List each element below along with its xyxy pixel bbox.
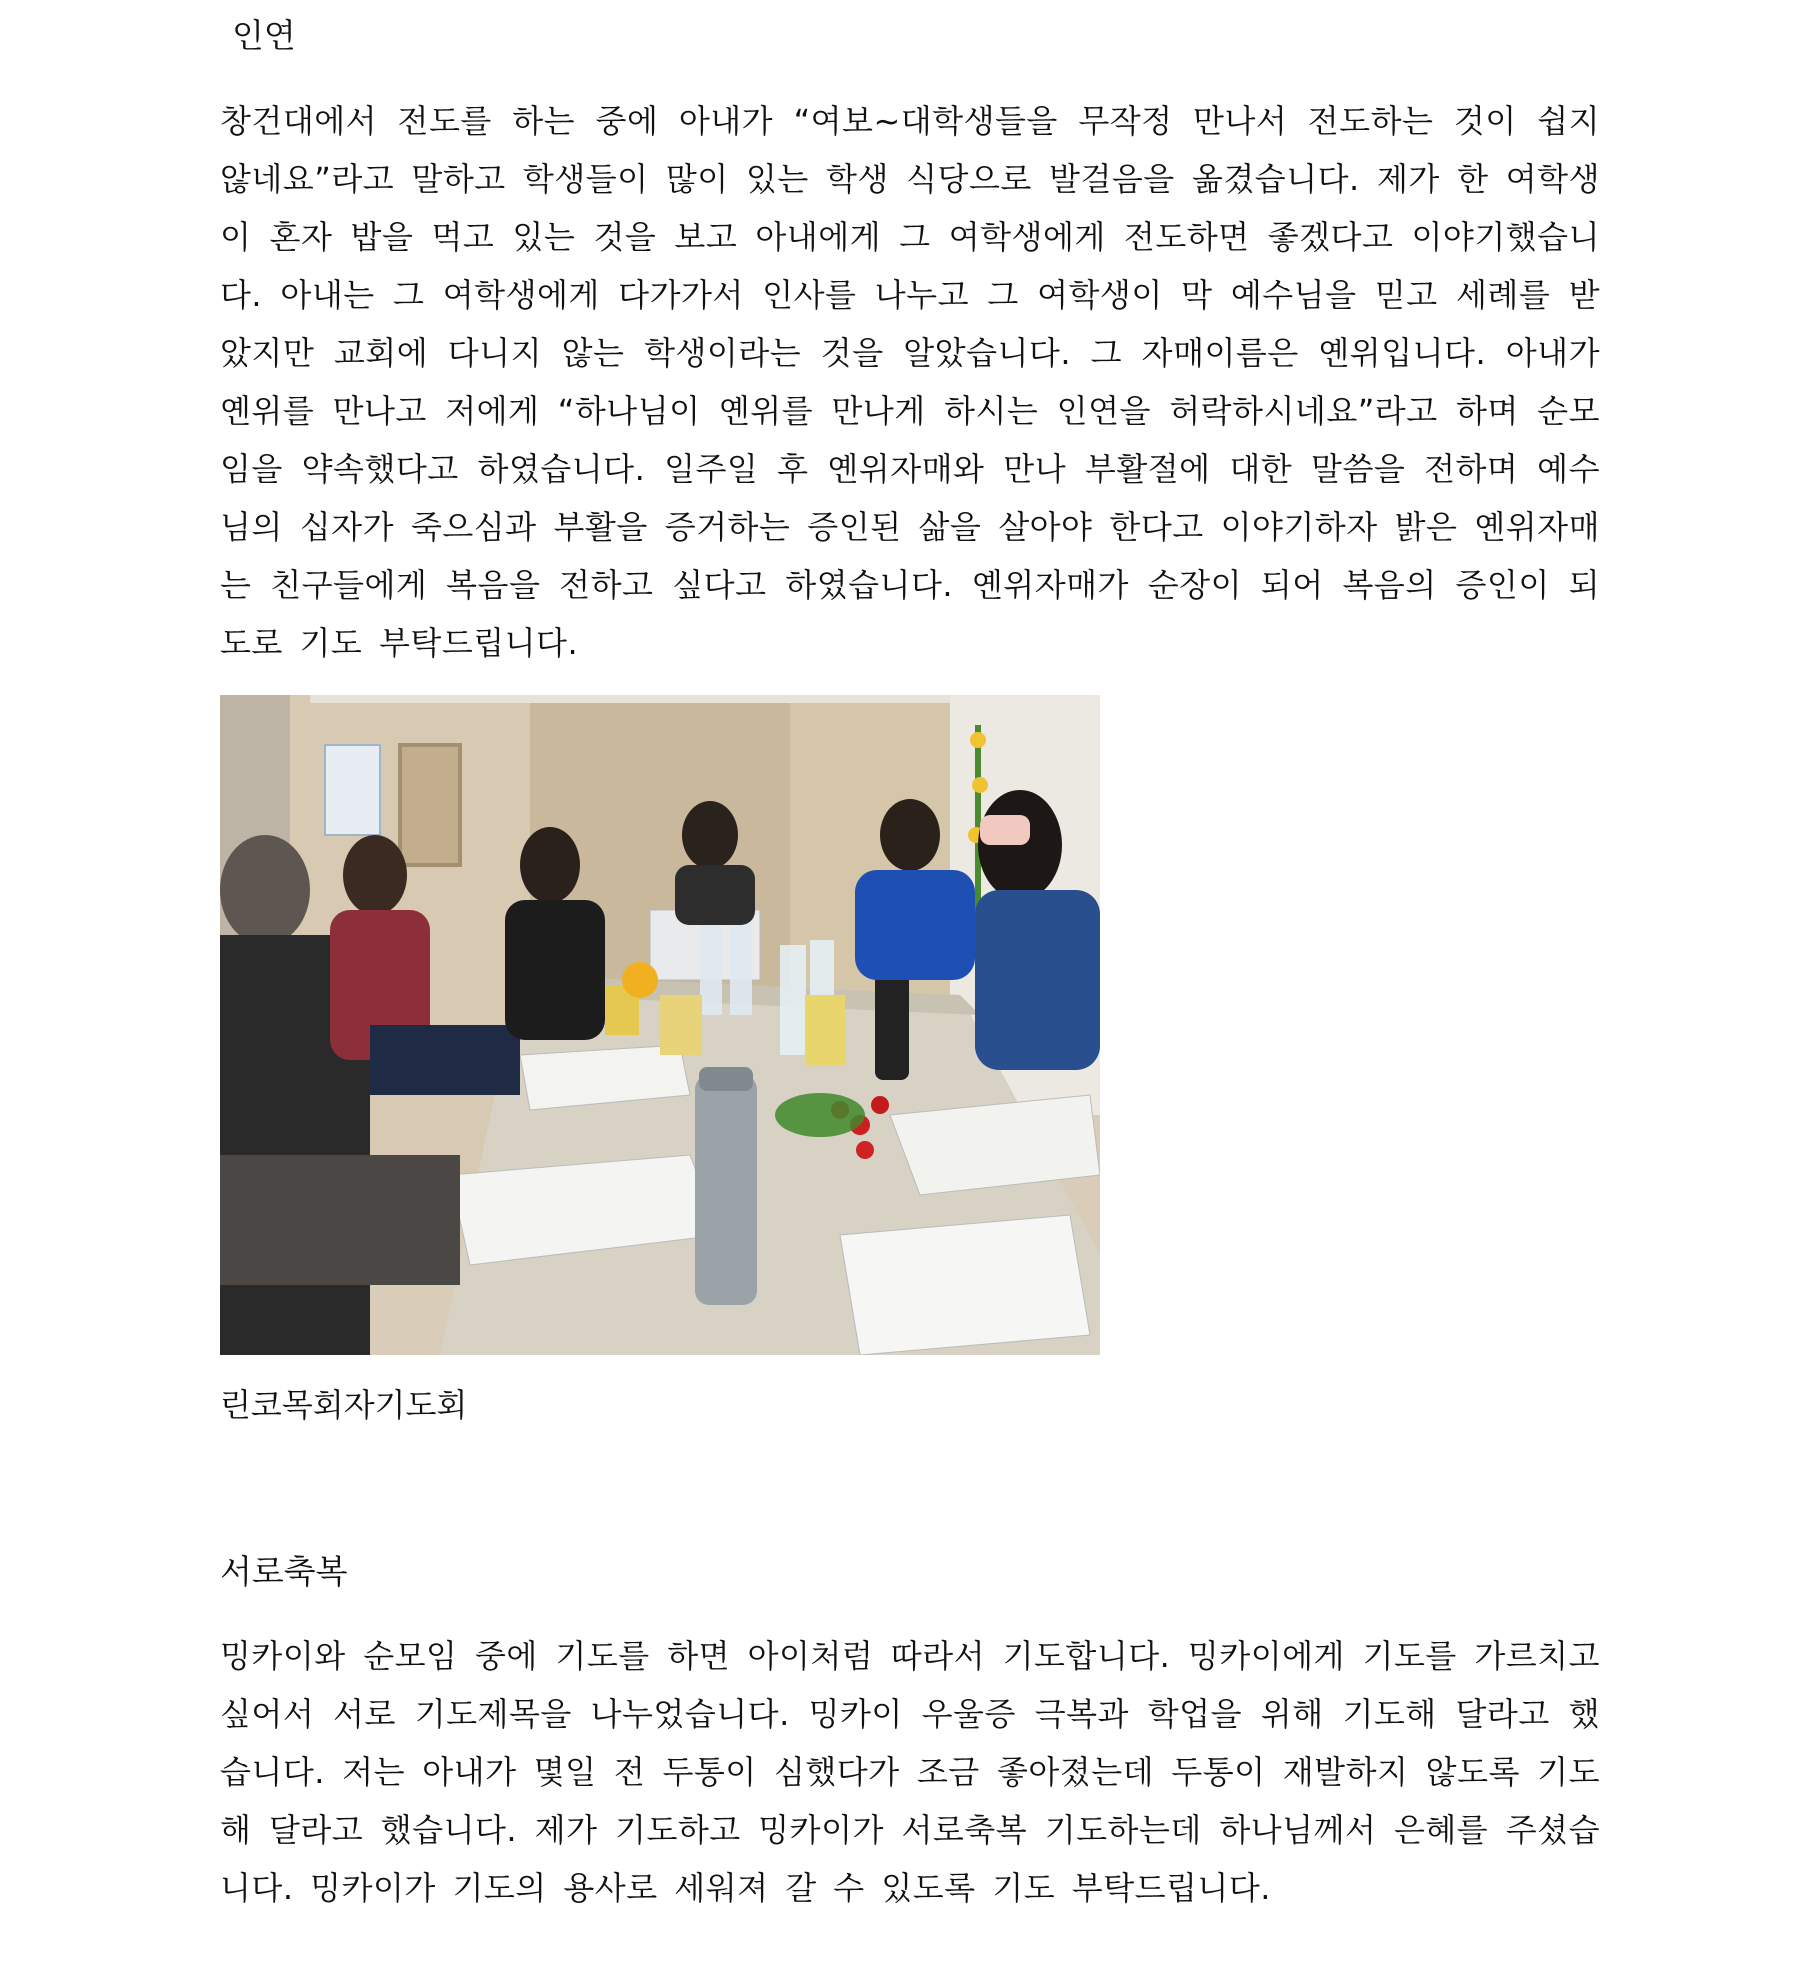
photo-illustration <box>220 695 1100 1355</box>
paragraph-blessing: 밍카이와 순모임 중에 기도를 하면 아이처럼 따라서 기도합니다. 밍카이에게 기도를 가르치고 싶어서 서로 기도제목을 나누었습니다. 밍카이 우울증 극복과 학업을 위해 기도해 달라고 했습니다. 저는 아내가 몇일 전 두통이 심했다가 조금 좋아졌는데 두통이 재발하지 않도록 기도해 달라고 했습니다. 제가 기도하고 밍카이가 서로축복 기도하는데 하나님께서 은혜를 주셨습니다. 밍카이가 기도의 용사로 세워져 갈 수 있도록 기도 부탁드립니다. <box>220 1637 1600 1907</box>
section-title-blessing: 서로축복 <box>220 1552 348 1591</box>
prayer-meeting-photo <box>220 695 1100 1355</box>
section-title-inyeon: 인연 <box>232 16 296 55</box>
paragraph-inyeon: 창건대에서 전도를 하는 중에 아내가 “여보~대학생들을 무작정 만나서 전도하는 것이 쉽지 않네요”라고 말하고 학생들이 많이 있는 학생 식당으로 발걸음을 옮겼습니다. 제가 한 여학생이 혼자 밥을 먹고 있는 것을 보고 아내에게 그 여학생에게 전도하면 좋겠다고 이야기했습니다. 아내는 그 여학생에게 다가가서 인사를 나누고 그 여학생이 막 예수님을 믿고 세례를 받았지만 교회에 다니지 않는 학생이라는 것을 알았습니다. 그 자매이름은 옌위입니다. 아내가 옌위를 만나고 저에게 “하나님이 옌위를 만나게 하시는 인연을 허락하시네요”라고 하며 순모임을 약속했다고 하였습니다. 일주일 후 옌위자매와 만나 부활절에 대한 말씀을 전하며 예수님의 십자가 죽으심과 부활을 증거하는 증인된 삶을 살아야 한다고 이야기하자 밝은 옌위자매는 친구들에게 복음을 전하고 싶다고 하였습니다. 옌위자매가 순장이 되어 복음의 증인이 되도로 기도 부탁드립니다. <box>220 102 1600 662</box>
photo-caption: 린코목회자기도회 <box>220 1386 468 1424</box>
